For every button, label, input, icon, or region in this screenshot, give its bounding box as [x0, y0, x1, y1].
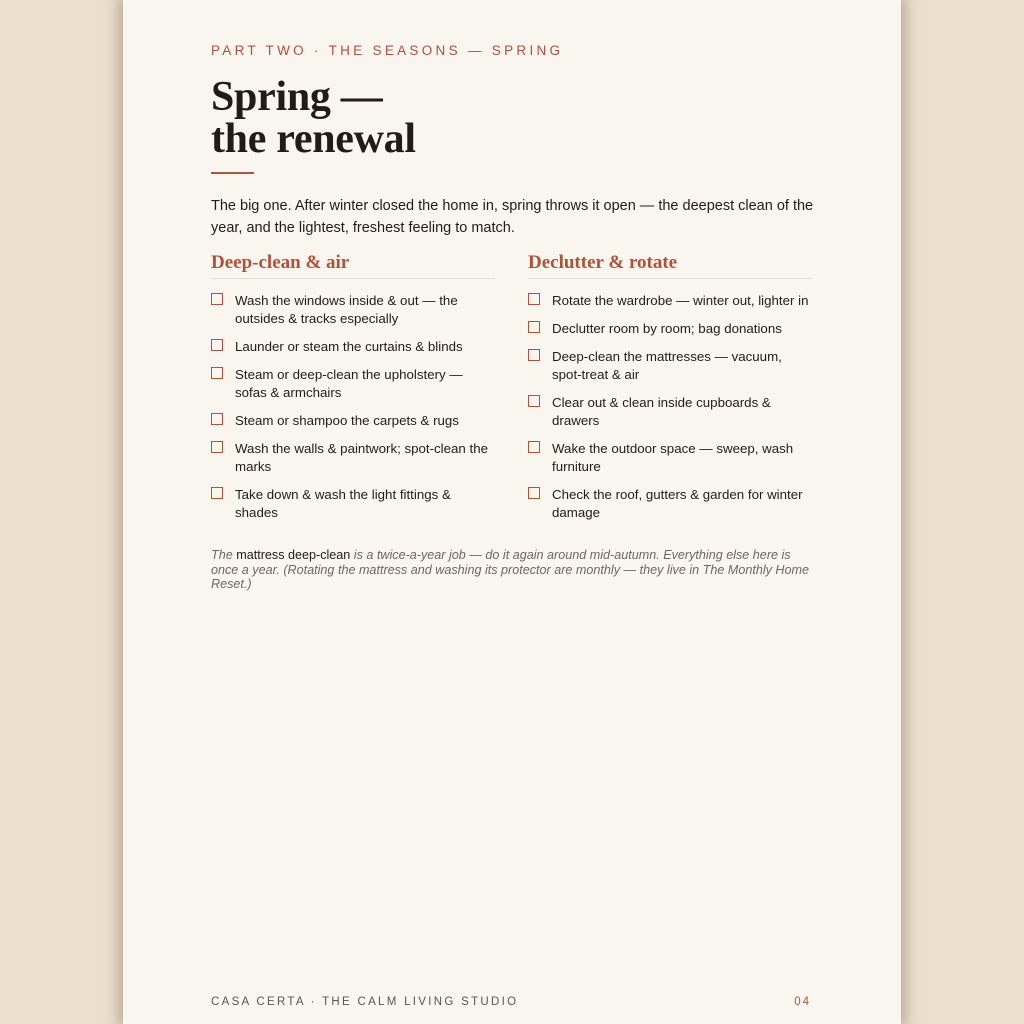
footnote-highlight: mattress deep-clean [236, 548, 351, 562]
checkbox[interactable] [211, 441, 223, 453]
checklist-item [211, 412, 495, 430]
checkbox[interactable] [211, 367, 223, 379]
intro-paragraph: The big one. After winter closed the home in, spring throws it open — the deepest clean of the year, and the lightest, freshest feeling to match. [211, 198, 814, 236]
checklist-item [211, 292, 495, 328]
section-eyebrow: PART TWO · THE SEASONS — SPRING [211, 43, 564, 58]
checklist-item-label: Rotate the wardrobe — winter out, lighter in [552, 293, 809, 308]
checklist-item-label: Declutter room by room; bag donations [552, 321, 782, 336]
checklist-item [528, 348, 812, 384]
checklist-deep-clean [211, 252, 495, 532]
checklist [211, 292, 495, 522]
document-page [123, 0, 901, 1024]
footnote [211, 548, 816, 592]
page-title-line-2: the renewal [211, 116, 416, 162]
checklist-item [528, 394, 812, 430]
checkbox[interactable] [211, 293, 223, 305]
checklist-item-label: Take down & wash the light fittings & shades [235, 487, 451, 520]
checklist-item [211, 338, 495, 356]
checkbox[interactable] [211, 487, 223, 499]
checkbox[interactable] [211, 339, 223, 351]
checklist-item [211, 486, 495, 522]
checkbox[interactable] [528, 441, 540, 453]
checklist-item-label: Wake the outdoor space — sweep, wash furniture [552, 441, 794, 474]
checklist-item [211, 440, 495, 476]
page-title-line-1: Spring — [211, 74, 383, 120]
checklist-heading: Declutter & rotate [528, 252, 812, 279]
checklist-item-label: Steam or deep-clean the upholstery — sofas & armchairs [235, 367, 463, 400]
footnote-lead: The [211, 548, 237, 562]
page-number: 04 [794, 996, 811, 1008]
checklist-declutter [528, 252, 812, 532]
checklist-heading: Deep-clean & air [211, 252, 495, 279]
checklist-item-label: Launder or steam the curtains & blinds [235, 339, 463, 354]
checklist-item [528, 292, 812, 310]
checkbox[interactable] [211, 413, 223, 425]
footnote-body: is a twice-a-year job — do it again around mid-autumn. Everything else here is once a year. (Rotating the mattress and washing its protector are monthly — they live in The Monthly Home Reset.) [211, 548, 810, 591]
checklist-item [528, 320, 812, 338]
page-title [211, 76, 416, 160]
checklist-item-label: Steam or shampoo the carpets & rugs [235, 413, 459, 428]
checklist-item [528, 440, 812, 476]
checkbox[interactable] [528, 293, 540, 305]
checklist-item-label: Wash the walls & paintwork; spot-clean the marks [235, 441, 489, 474]
checklist [528, 292, 812, 522]
checklist-item-label: Deep-clean the mattresses — vacuum, spot-treat & air [552, 349, 782, 382]
checklist-item-label: Clear out & clean inside cupboards & drawers [552, 395, 771, 428]
checkbox[interactable] [528, 487, 540, 499]
checklist-item-label: Check the roof, gutters & garden for winter damage [552, 487, 803, 520]
checkbox[interactable] [528, 349, 540, 361]
checkbox[interactable] [528, 321, 540, 333]
checklist-item-label: Wash the windows inside & out — the outsides & tracks especially [235, 293, 458, 326]
checklist-item [528, 486, 812, 522]
checkbox[interactable] [528, 395, 540, 407]
checklist-item [211, 366, 495, 402]
title-rule [211, 172, 254, 174]
footer-brand: CASA CERTA · THE CALM LIVING STUDIO [211, 996, 519, 1008]
